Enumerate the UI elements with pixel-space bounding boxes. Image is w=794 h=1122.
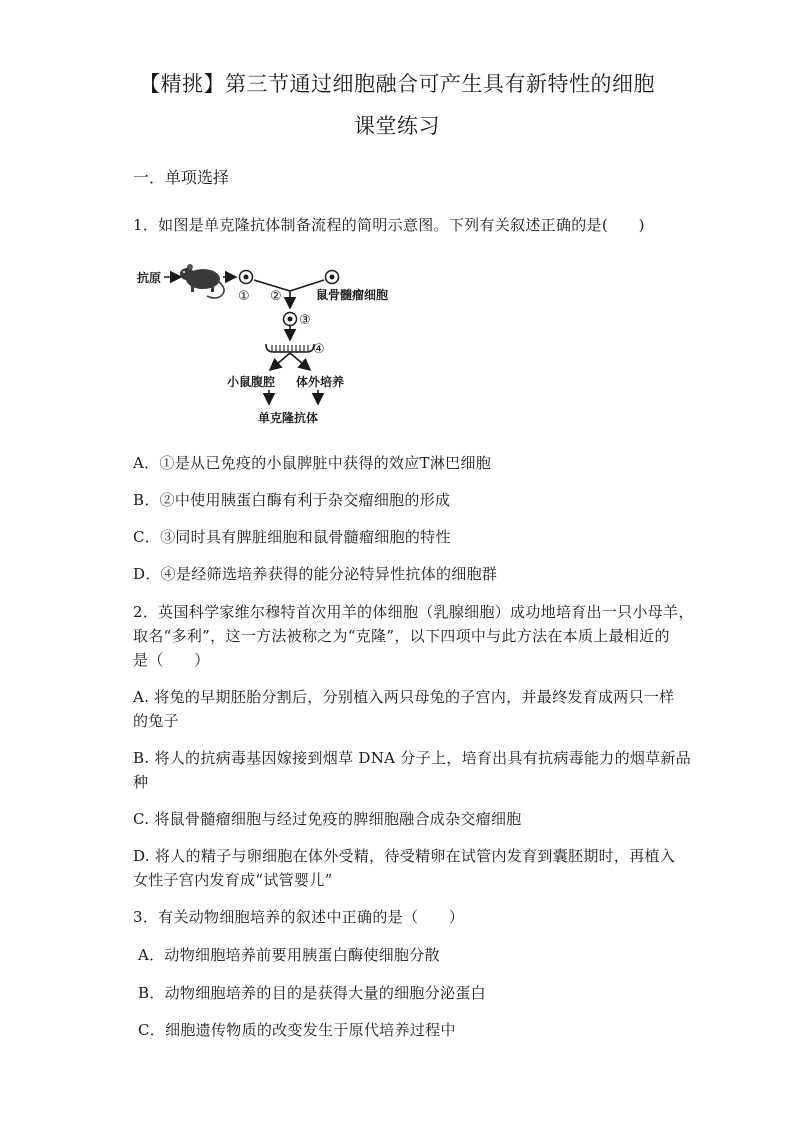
spleen-cell-icon [240, 271, 253, 284]
myeloma-label: 鼠骨髓瘤细胞 [316, 288, 389, 302]
hybridoma-cell-icon [284, 313, 297, 326]
product-label: 单克隆抗体 [258, 411, 319, 425]
arrow-to-mouse-cavity [270, 353, 290, 370]
q2-option-a-line-1: A. 将兔的早期胚胎分割后，分别植入两只母兔的子宫内，并最终发育成两只一样 [133, 688, 675, 706]
monoclonal-antibody-flow-diagram [133, 256, 393, 431]
q1-option-b: B．②中使用胰蛋白酶有利于杂交瘤细胞的形成 [133, 491, 451, 509]
mouse-icon [180, 264, 224, 298]
q3-option-b: B．动物细胞培养的目的是获得大量的细胞分泌蛋白 [138, 984, 486, 1002]
q2-option-d-line-2: 女性子宫内发育成“试管婴儿” [133, 871, 333, 889]
document-subtitle: 课堂练习 [354, 114, 440, 138]
antigen-label: 抗原 [137, 271, 162, 285]
in-vitro-label: 体外培养 [296, 375, 345, 389]
q2-option-b-line-1: B. 将人的抗病毒基因嫁接到烟草 DNA 分子上，培育出具有抗病毒能力的烟草新品 [133, 749, 692, 767]
myeloma-cell-icon [326, 271, 339, 284]
question-2-stem-line-2: 取名“多利”，这一方法被称之为“克隆”，以下四项中与此方法在本质上最相近的 [133, 627, 670, 645]
question-2-stem-line-1: 2．英国科学家维尔穆特首次用羊的体细胞（乳腺细胞）成功地培育出一只小母羊， [133, 603, 694, 621]
question-3-stem: 3．有关动物细胞培养的叙述中正确的是（ ） [133, 908, 465, 926]
question-2-stem-line-3: 是（ ） [133, 651, 210, 669]
question-1-stem: 1．如图是单克隆抗体制备流程的简明示意图。下列有关叙述正确的是( ) [133, 216, 645, 234]
q2-option-a-line-2: 的兔子 [133, 712, 179, 730]
label-3: ③ [299, 313, 311, 328]
document-title: 【精挑】第三节通过细胞融合可产生具有新特性的细胞 [139, 72, 655, 96]
cell-group-icon [266, 344, 314, 352]
q2-option-d-line-1: D. 将人的精子与卵细胞在体外受精，待受精卵在试管内发育到囊胚期时，再植入 [133, 847, 676, 865]
q3-option-a: A．动物细胞培养前要用胰蛋白酶使细胞分散 [138, 946, 440, 964]
q1-option-c: C．③同时具有脾脏细胞和鼠骨髓瘤细胞的特性 [133, 528, 451, 546]
mouse-cavity-label: 小鼠腹腔 [227, 375, 276, 389]
q2-option-c: C. 将鼠骨髓瘤细胞与经过免疫的脾细胞融合成杂交瘤细胞 [133, 810, 522, 828]
label-4: ④ [313, 342, 325, 357]
q2-option-b-line-2: 种 [133, 773, 149, 791]
label-1: ① [238, 289, 250, 304]
arrow-to-in-vitro [290, 353, 310, 370]
section-heading: 一．单项选择 [133, 168, 230, 187]
q1-option-d: D．④是经筛选培养获得的能分泌特异性抗体的细胞群 [133, 565, 498, 583]
q3-option-c: C．细胞遗传物质的改变发生于原代培养过程中 [138, 1021, 456, 1039]
label-2: ② [270, 289, 282, 304]
q1-option-a: A．①是从已免疫的小鼠脾脏中获得的效应T淋巴细胞 [133, 454, 492, 472]
